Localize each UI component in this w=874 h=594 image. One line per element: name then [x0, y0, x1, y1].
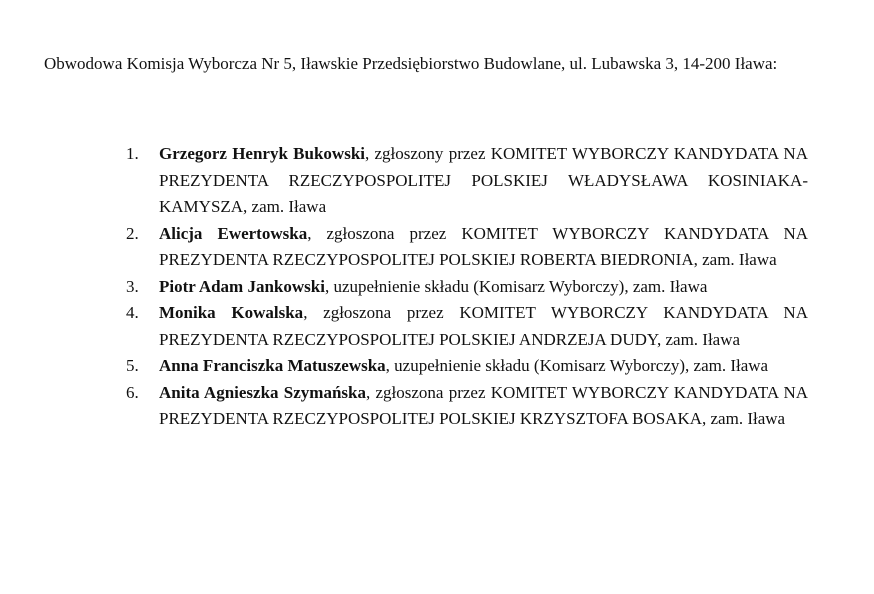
- list-item: [118, 141, 808, 221]
- member-name: Alicja Ewertowska: [159, 223, 308, 243]
- list-item: [118, 274, 808, 301]
- member-list: [118, 141, 808, 433]
- member-name: Piotr Adam Jankowski: [159, 276, 325, 296]
- list-item: [118, 221, 808, 274]
- member-name: Grzegorz Henryk Bukowski: [159, 144, 365, 163]
- list-item: [118, 300, 808, 353]
- member-name: Anita Agnieszka Szymańska: [159, 382, 366, 402]
- item-number: 1.: [126, 144, 139, 163]
- list-item: [118, 380, 808, 433]
- member-details: , zgłoszona przez KOMITET WYBORCZY KANDYDATA NA PREZYDENTA RZECZYPOSPOLITEJ POLSKIEJ ROBERTA BIEDRONIA, zam. Iława: [159, 223, 808, 269]
- member-details: , zgłoszony przez KOMITET WYBORCZY KANDYDATA NA PREZYDENTA RZECZYPOSPOLITEJ POLSKIEJ WŁADYSŁAWA KOSINIAKA-KAMYSZA, zam. Iława: [159, 144, 808, 216]
- item-number: 6.: [126, 382, 139, 402]
- item-number: 4.: [126, 303, 139, 322]
- member-details: , uzupełnienie składu (Komisarz Wyborczy), zam. Iława: [385, 356, 769, 375]
- member-details: , zgłoszona przez KOMITET WYBORCZY KANDYDATA NA PREZYDENTA RZECZYPOSPOLITEJ POLSKIEJ ANDRZEJA DUDY, zam. Iława: [159, 303, 808, 349]
- member-details: , uzupełnienie składu (Komisarz Wyborczy), zam. Iława: [324, 276, 708, 296]
- commission-heading: Obwodowa Komisja Wyborcza Nr 5, Iławskie Przedsiębiorstwo Budowlane, ul. Lubawska 3, 14-200 Iława:: [44, 54, 778, 73]
- item-number: 3.: [126, 276, 139, 296]
- item-number: 2.: [126, 223, 139, 243]
- member-details: , zgłoszona przez KOMITET WYBORCZY KANDYDATA NA PREZYDENTA RZECZYPOSPOLITEJ POLSKIEJ KRZYSZTOFA BOSAKA, zam. Iława: [159, 382, 808, 428]
- list-item: [118, 353, 808, 380]
- member-name: Anna Franciszka Matuszewska: [159, 356, 386, 375]
- item-number: 5.: [126, 356, 139, 375]
- member-name: Monika Kowalska: [159, 303, 304, 322]
